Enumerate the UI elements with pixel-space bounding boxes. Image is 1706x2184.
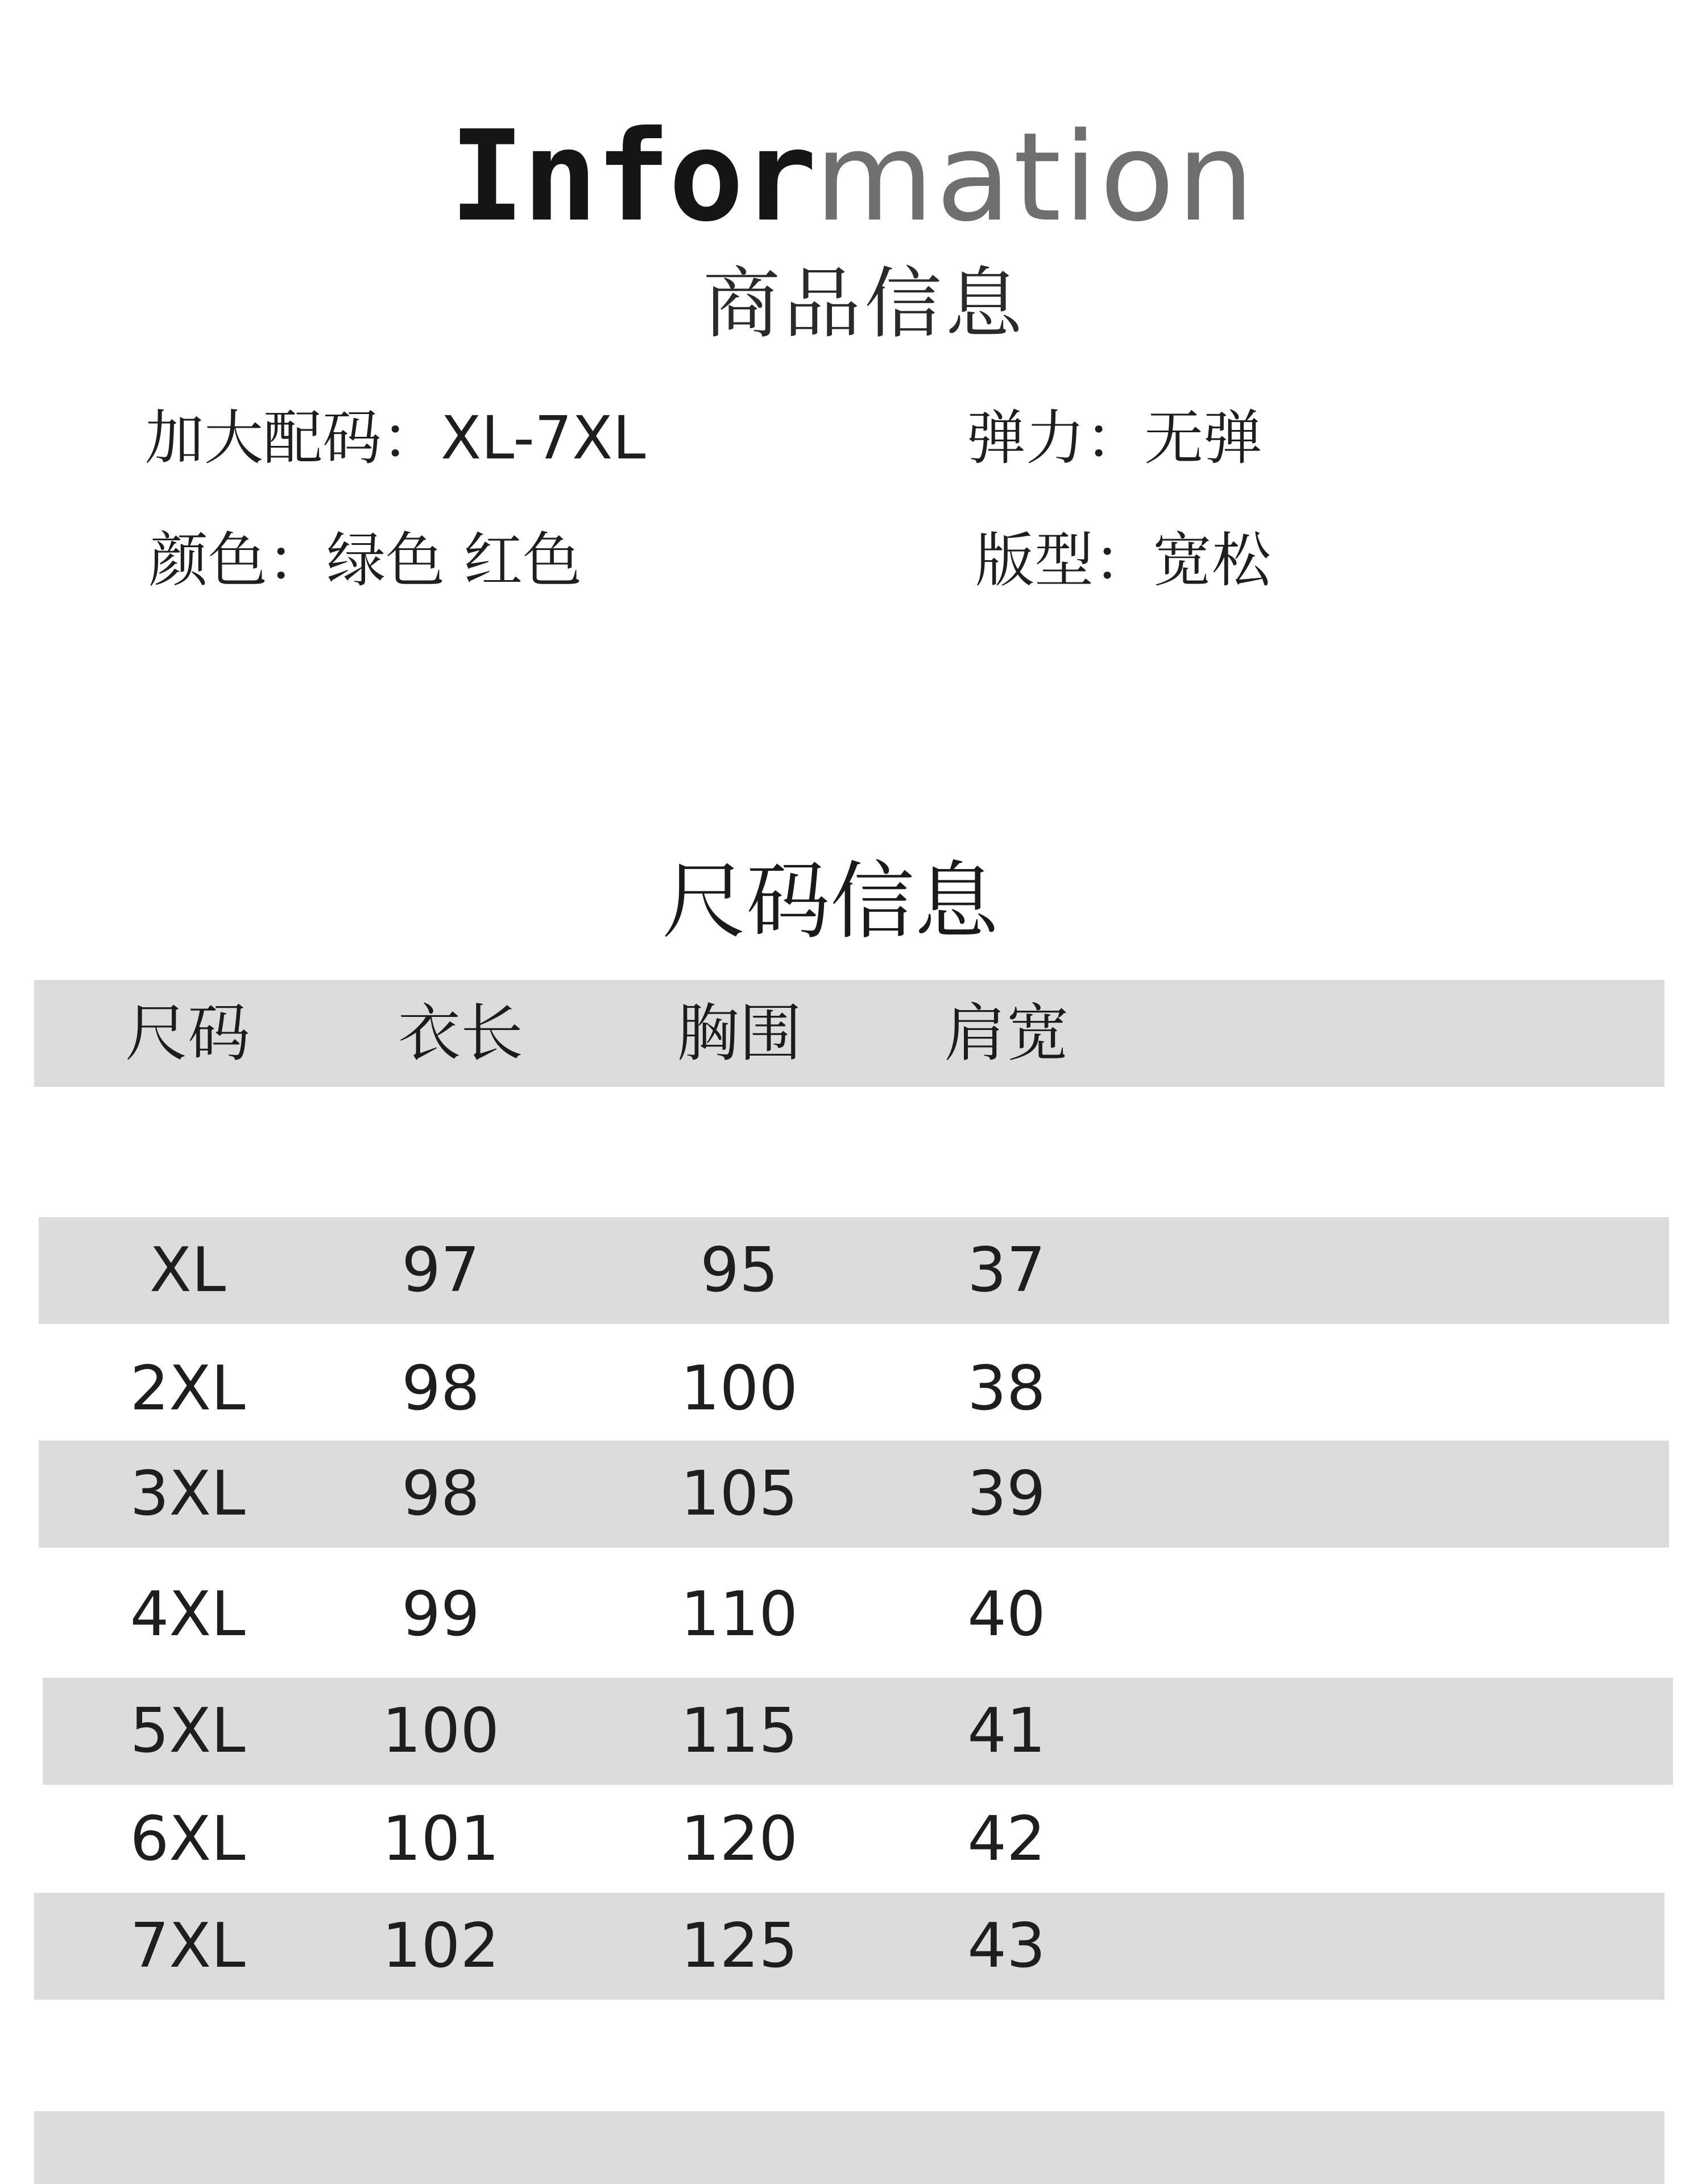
cell-size: 5XL [130,1695,246,1767]
cell-shoulder: 39 [967,1458,1046,1529]
cell-length: 101 [382,1804,500,1875]
info-elasticity-label: 弹力： [967,403,1145,473]
cell-chest: 95 [700,1235,779,1306]
cell-shoulder: 40 [967,1579,1046,1650]
table-row [0,1678,1706,1785]
page-title-english [0,102,1706,250]
cell-length: 98 [401,1353,480,1424]
table-row [0,1561,1706,1668]
table-row [0,1893,1706,2000]
column-header-size: 尺码 [125,997,250,1070]
info-colors [149,520,582,600]
table-row [0,1786,1706,1893]
cell-chest: 105 [680,1458,798,1529]
info-elasticity [967,398,1262,478]
cell-chest: 120 [680,1804,798,1875]
column-header-shoulder: 肩宽 [944,997,1069,1070]
page-title-chinese: 商品信息 [703,259,1026,349]
size-table-header-band [34,980,1664,1087]
cell-size: 2XL [130,1353,246,1424]
cell-shoulder: 43 [967,1910,1046,1982]
cell-length: 100 [382,1695,500,1767]
info-fit-value: 宽松 [1153,526,1272,595]
cell-size: 6XL [130,1804,246,1875]
title-light-part: mation [814,106,1257,249]
info-fit-label: 版型： [975,526,1153,595]
cell-length: 97 [401,1235,480,1306]
title-bold-part: Infor [449,104,815,249]
column-header-chest: 胸围 [677,997,802,1070]
info-colors-value: 绿色 红色 [326,526,582,595]
cell-chest: 110 [680,1579,798,1650]
info-size-range [145,398,645,478]
info-size-range-value: XL-7XL [441,403,646,473]
cell-size: 3XL [130,1458,246,1529]
cell-shoulder: 42 [967,1804,1046,1875]
cell-shoulder: 38 [967,1353,1046,1424]
size-section-title: 尺码信息 [662,853,999,950]
cell-shoulder: 37 [967,1235,1046,1306]
cell-length: 102 [382,1910,500,1982]
cell-size: 7XL [130,1910,246,1982]
cell-shoulder: 41 [967,1695,1046,1767]
info-elasticity-value: 无弹 [1144,403,1263,473]
table-row [0,1441,1706,1548]
cell-size: 4XL [130,1579,246,1650]
bottom-band [34,2111,1664,2184]
table-row [0,1335,1706,1442]
info-size-range-label: 加大配码： [145,403,441,473]
cell-chest: 100 [680,1353,798,1424]
info-colors-label: 颜色： [149,526,327,595]
cell-size: XL [149,1235,226,1306]
cell-chest: 125 [680,1910,798,1982]
table-row [0,1217,1706,1324]
info-fit [975,520,1271,600]
cell-length: 99 [401,1579,480,1650]
cell-length: 98 [401,1458,480,1529]
cell-chest: 115 [680,1695,798,1767]
column-header-length: 衣长 [398,997,523,1070]
